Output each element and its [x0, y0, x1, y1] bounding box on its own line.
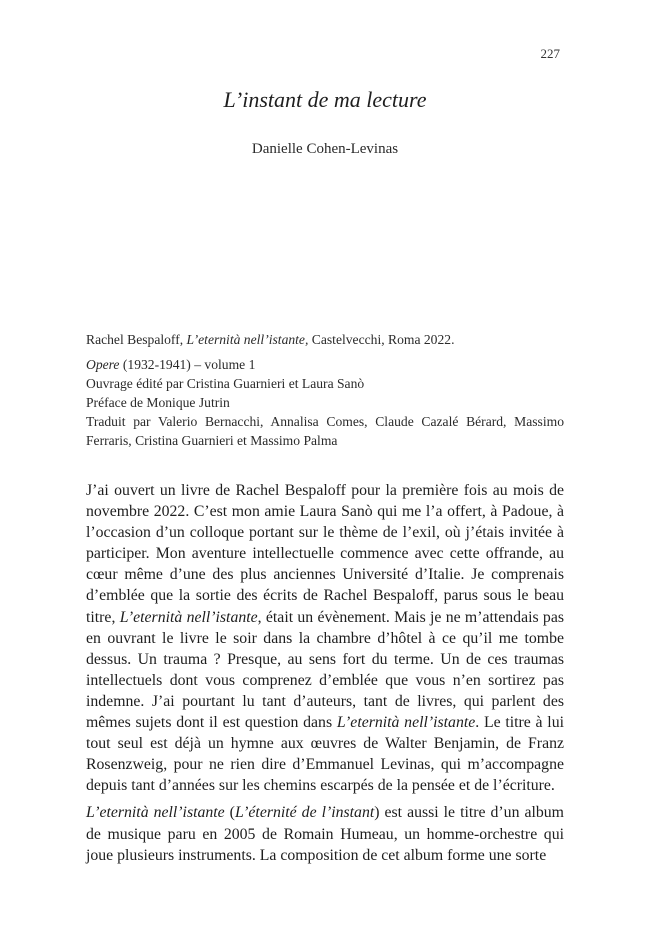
book-reference — [86, 330, 564, 349]
paragraph-1 — [86, 480, 564, 796]
opere-line — [86, 355, 564, 374]
opere-volume: (1932-1941) – volume 1 — [119, 357, 256, 372]
ref-publisher: Castelvecchi, Roma 2022. — [308, 332, 455, 347]
paragraph-1-title-italic-1: L’eternità nell’istante — [119, 608, 258, 626]
edited-by-line: Ouvrage édité par Cristina Guarnieri et Laura Sanò — [86, 376, 365, 391]
paragraph-1-title-italic-2: L’eternità nell’istante — [336, 714, 476, 732]
paragraph-1-text-a: J’ai ouvert un livre de Rachel Bespaloff pour la première fois au mois de novembre 2022. C’est mon amie Laura Sanò qui me l’a offert, à Padoue, à l’occasion d’un colloque portant sur le thème de l’exil, où j’étais invitée à participer. Mon aventure intellectuelle commence avec cette offrande, au cœur même d’une des plus anciennes Université d’Italie. Je comprenais d’emblée que la sortie des écrits de Rachel Bespaloff, parus sous le beau titre, — [86, 482, 564, 626]
paragraph-2-title-italic-1: L’eternità nell’istante — [86, 804, 225, 822]
paragraph-2 — [86, 802, 564, 865]
chapter-title: L’instant de ma lecture — [223, 87, 427, 112]
paragraph-2-paren-open: ( — [224, 804, 235, 822]
author-name: Danielle Cohen-Levinas — [251, 141, 399, 157]
paragraph-1-text-c: . Le titre à lui tout seul est déjà un hymne aux œuvres de Walter Benjamin, de Franz Rosenzweig, pour ne rien dire d’Emmanuel Levinas, qui m’accompagne depuis tant d’années sur les chemins escarpés de la pensée et de l’écriture. — [86, 714, 564, 795]
ref-title: L’eternità nell’istante, — [186, 332, 309, 347]
ref-author: Rachel Bespaloff, — [86, 332, 187, 347]
opere-title: Opere — [86, 357, 120, 372]
paragraph-2-text: ) est aussi le titre d’un album de musique paru en 2005 de Romain Humeau, un homme-orchestre qui joue plusieurs instruments. La composition de cet album forme une sorte — [86, 804, 564, 864]
paragraph-2-title-italic-2: L’éternité de l’instant — [234, 804, 375, 822]
paragraph-1-text-b: , était un évènement. Mais je ne m’attendais pas en ouvrant le livre le soir dans la chambre d’hôtel à ce qu’il me tombe dessus. Un trauma ? Presque, au sens fort du terme. Un de ces traumas intellectuels dont vous comprenez d’emblée que vous n’en sortirez pas indemne. J’ai pourtant lu tant d’auteurs, tant de livres, qui parlent des mêmes sujets dont il est question dans — [86, 608, 564, 732]
body-text — [86, 480, 564, 872]
bibliographic-reference — [86, 330, 564, 450]
page-number: 227 — [540, 46, 560, 61]
preface-line: Préface de Monique Jutrin — [86, 395, 230, 410]
translated-by-line: Traduit par Valerio Bernacchi, Annalisa Comes, Claude Cazalé Bérard, Massimo Ferraris, Cristina Guarnieri et Massimo Palma — [86, 414, 564, 448]
